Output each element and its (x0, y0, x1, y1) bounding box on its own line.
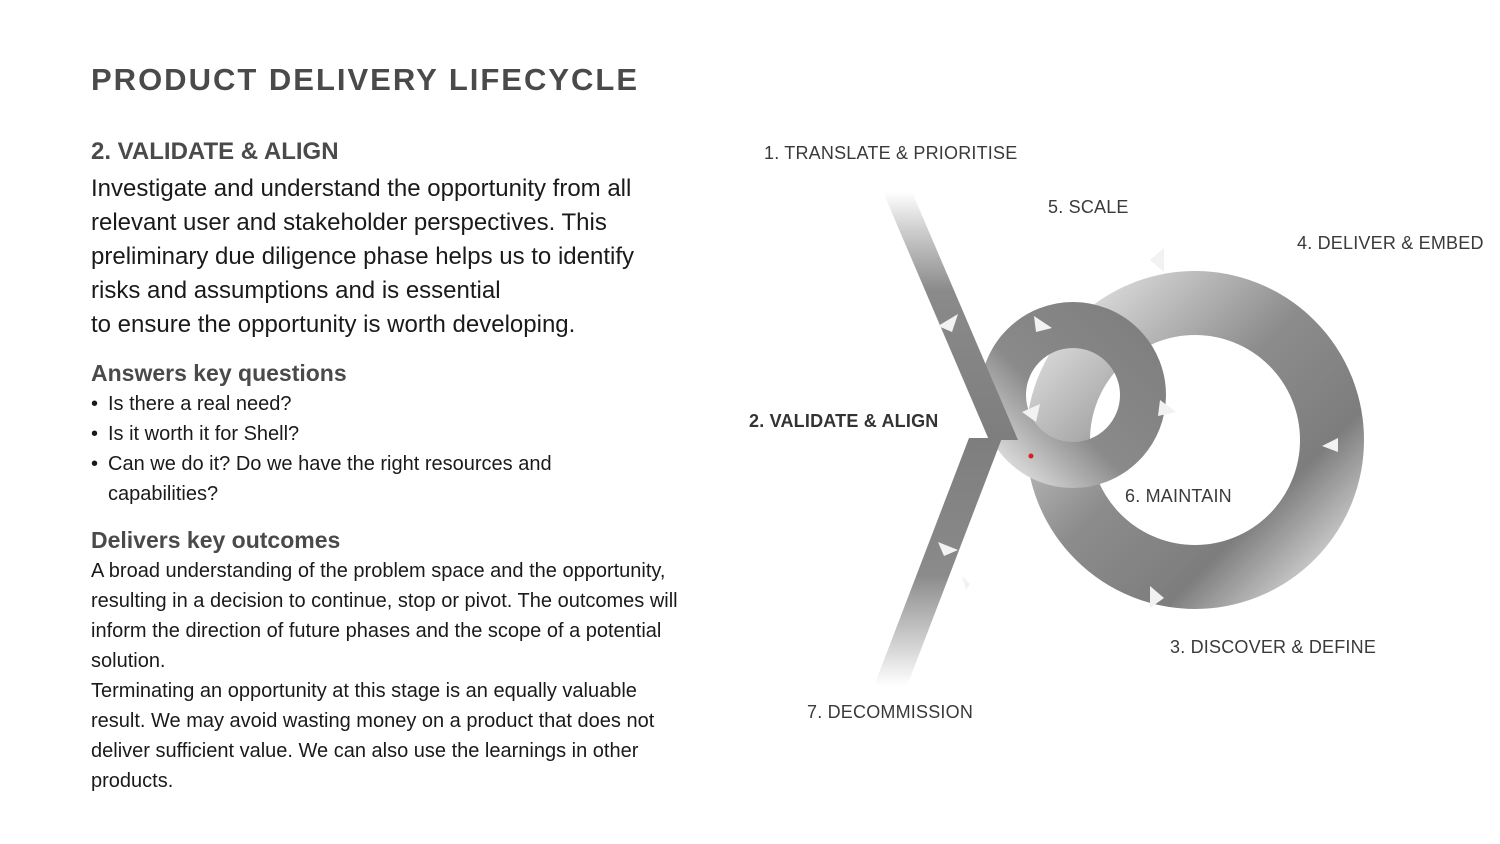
phase-intro (91, 172, 711, 342)
outcomes-heading: Delivers key outcomes (91, 527, 341, 553)
stage-label-discover: 3. DISCOVER & DEFINE (1170, 637, 1377, 657)
stage-label-scale: 5. SCALE (1048, 197, 1129, 217)
page-title: PRODUCT DELIVERY LIFECYCLE (91, 62, 640, 97)
phase-heading: 2. VALIDATE & ALIGN (91, 138, 339, 165)
intro-line: to ensure the opportunity is worth developing. (91, 311, 576, 338)
flow-arrow (1150, 248, 1164, 272)
stage-label-decommission: 7. DECOMMISSION (807, 702, 974, 722)
outcomes-paragraph: A broad understanding of the problem space and the opportunity, resulting in a decision to continue, stop or pivot. The outcomes will inform the direction of future phases and the scope of a potential solution. (91, 560, 678, 672)
translate-strand (883, 192, 1018, 440)
stage-label-maintain: 6. MAINTAIN (1125, 486, 1232, 506)
phase-description (91, 138, 711, 796)
intro-line: risks and assumptions and is essential (91, 277, 501, 304)
question-item: • Is there a real need? (91, 389, 711, 419)
flow-arrow (962, 576, 970, 590)
intro-line: preliminary due diligence phase helps us to identify (91, 243, 634, 270)
question-item: • Is it worth it for Shell? (91, 419, 711, 449)
intro-line: Investigate and understand the opportunity from all (91, 175, 632, 202)
active-marker (1029, 454, 1034, 459)
questions-heading: Answers key questions (91, 360, 347, 386)
outcomes-paragraph: Terminating an opportunity at this stage is an equally valuable result. We may avoid wasting money on a product that does not deliver sufficient value. We can also use the learnings in other products. (91, 680, 655, 792)
flow-arrow (1158, 400, 1176, 416)
question-item: • Can we do it? Do we have the right resources and capabilities? (91, 449, 628, 509)
questions-list (91, 389, 711, 509)
stage-label-deliver: 4. DELIVER & EMBED (1297, 233, 1484, 253)
lifecycle-diagram (740, 120, 1500, 760)
stage-label-validate: 2. VALIDATE & ALIGN (749, 411, 939, 431)
decommission-strand (874, 438, 1002, 686)
stage-label-translate: 1. TRANSLATE & PRIORITISE (764, 143, 1018, 163)
intro-line: relevant user and stakeholder perspectives. This (91, 209, 607, 236)
